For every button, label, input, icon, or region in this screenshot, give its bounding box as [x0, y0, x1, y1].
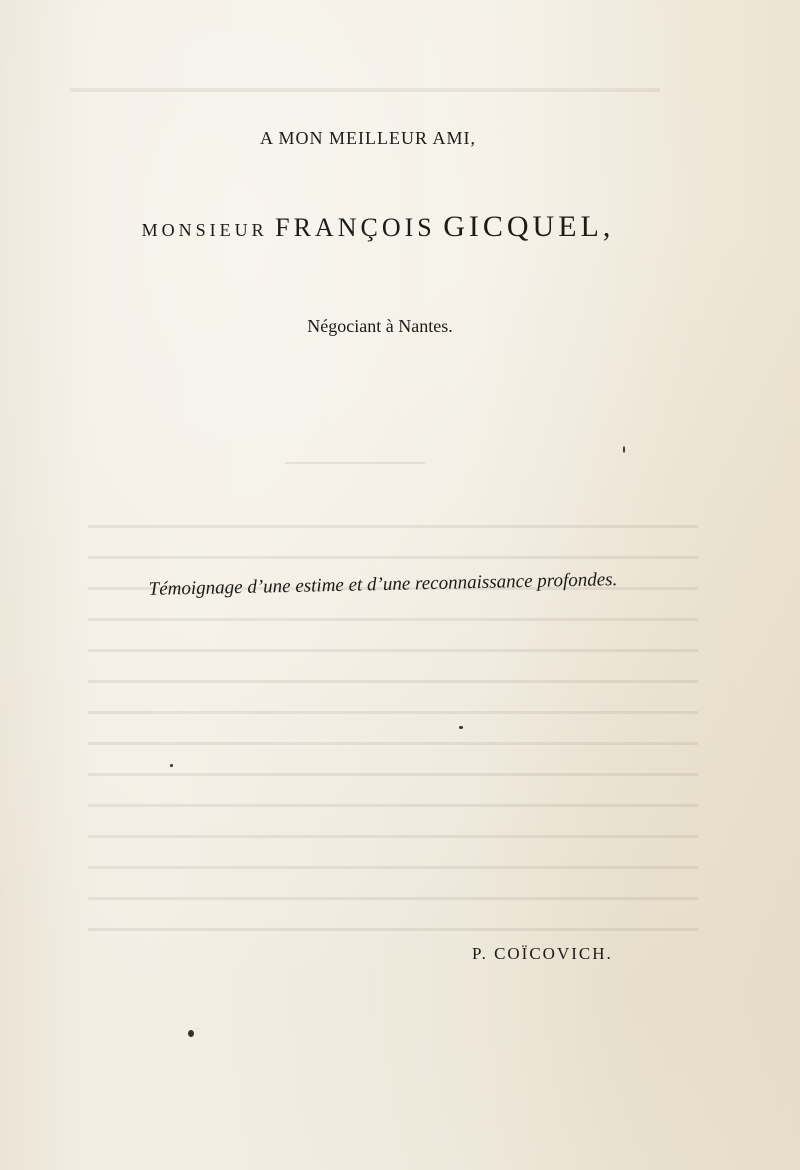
ink-speck	[459, 726, 463, 729]
dedicatee-occupation: Négociant à Nantes.	[307, 316, 453, 336]
ink-speck	[170, 764, 173, 767]
bleed-through-separator	[285, 462, 425, 464]
dedicatee-name	[0, 210, 778, 244]
name-last: GICQUEL,	[443, 210, 615, 243]
author-signature: P. COÏCOVICH.	[472, 944, 613, 963]
ink-speck	[623, 446, 625, 453]
ink-speck	[188, 1030, 194, 1037]
bleed-through-rule	[70, 88, 660, 92]
name-prefix: MONSIEUR	[141, 220, 268, 240]
dedication-heading: A MON MEILLEUR AMI,	[260, 128, 476, 148]
name-first: FRANÇOIS	[275, 213, 436, 242]
tribute-text: Témoignage d’une estime et d’une reconnaissance profondes.	[148, 569, 618, 600]
